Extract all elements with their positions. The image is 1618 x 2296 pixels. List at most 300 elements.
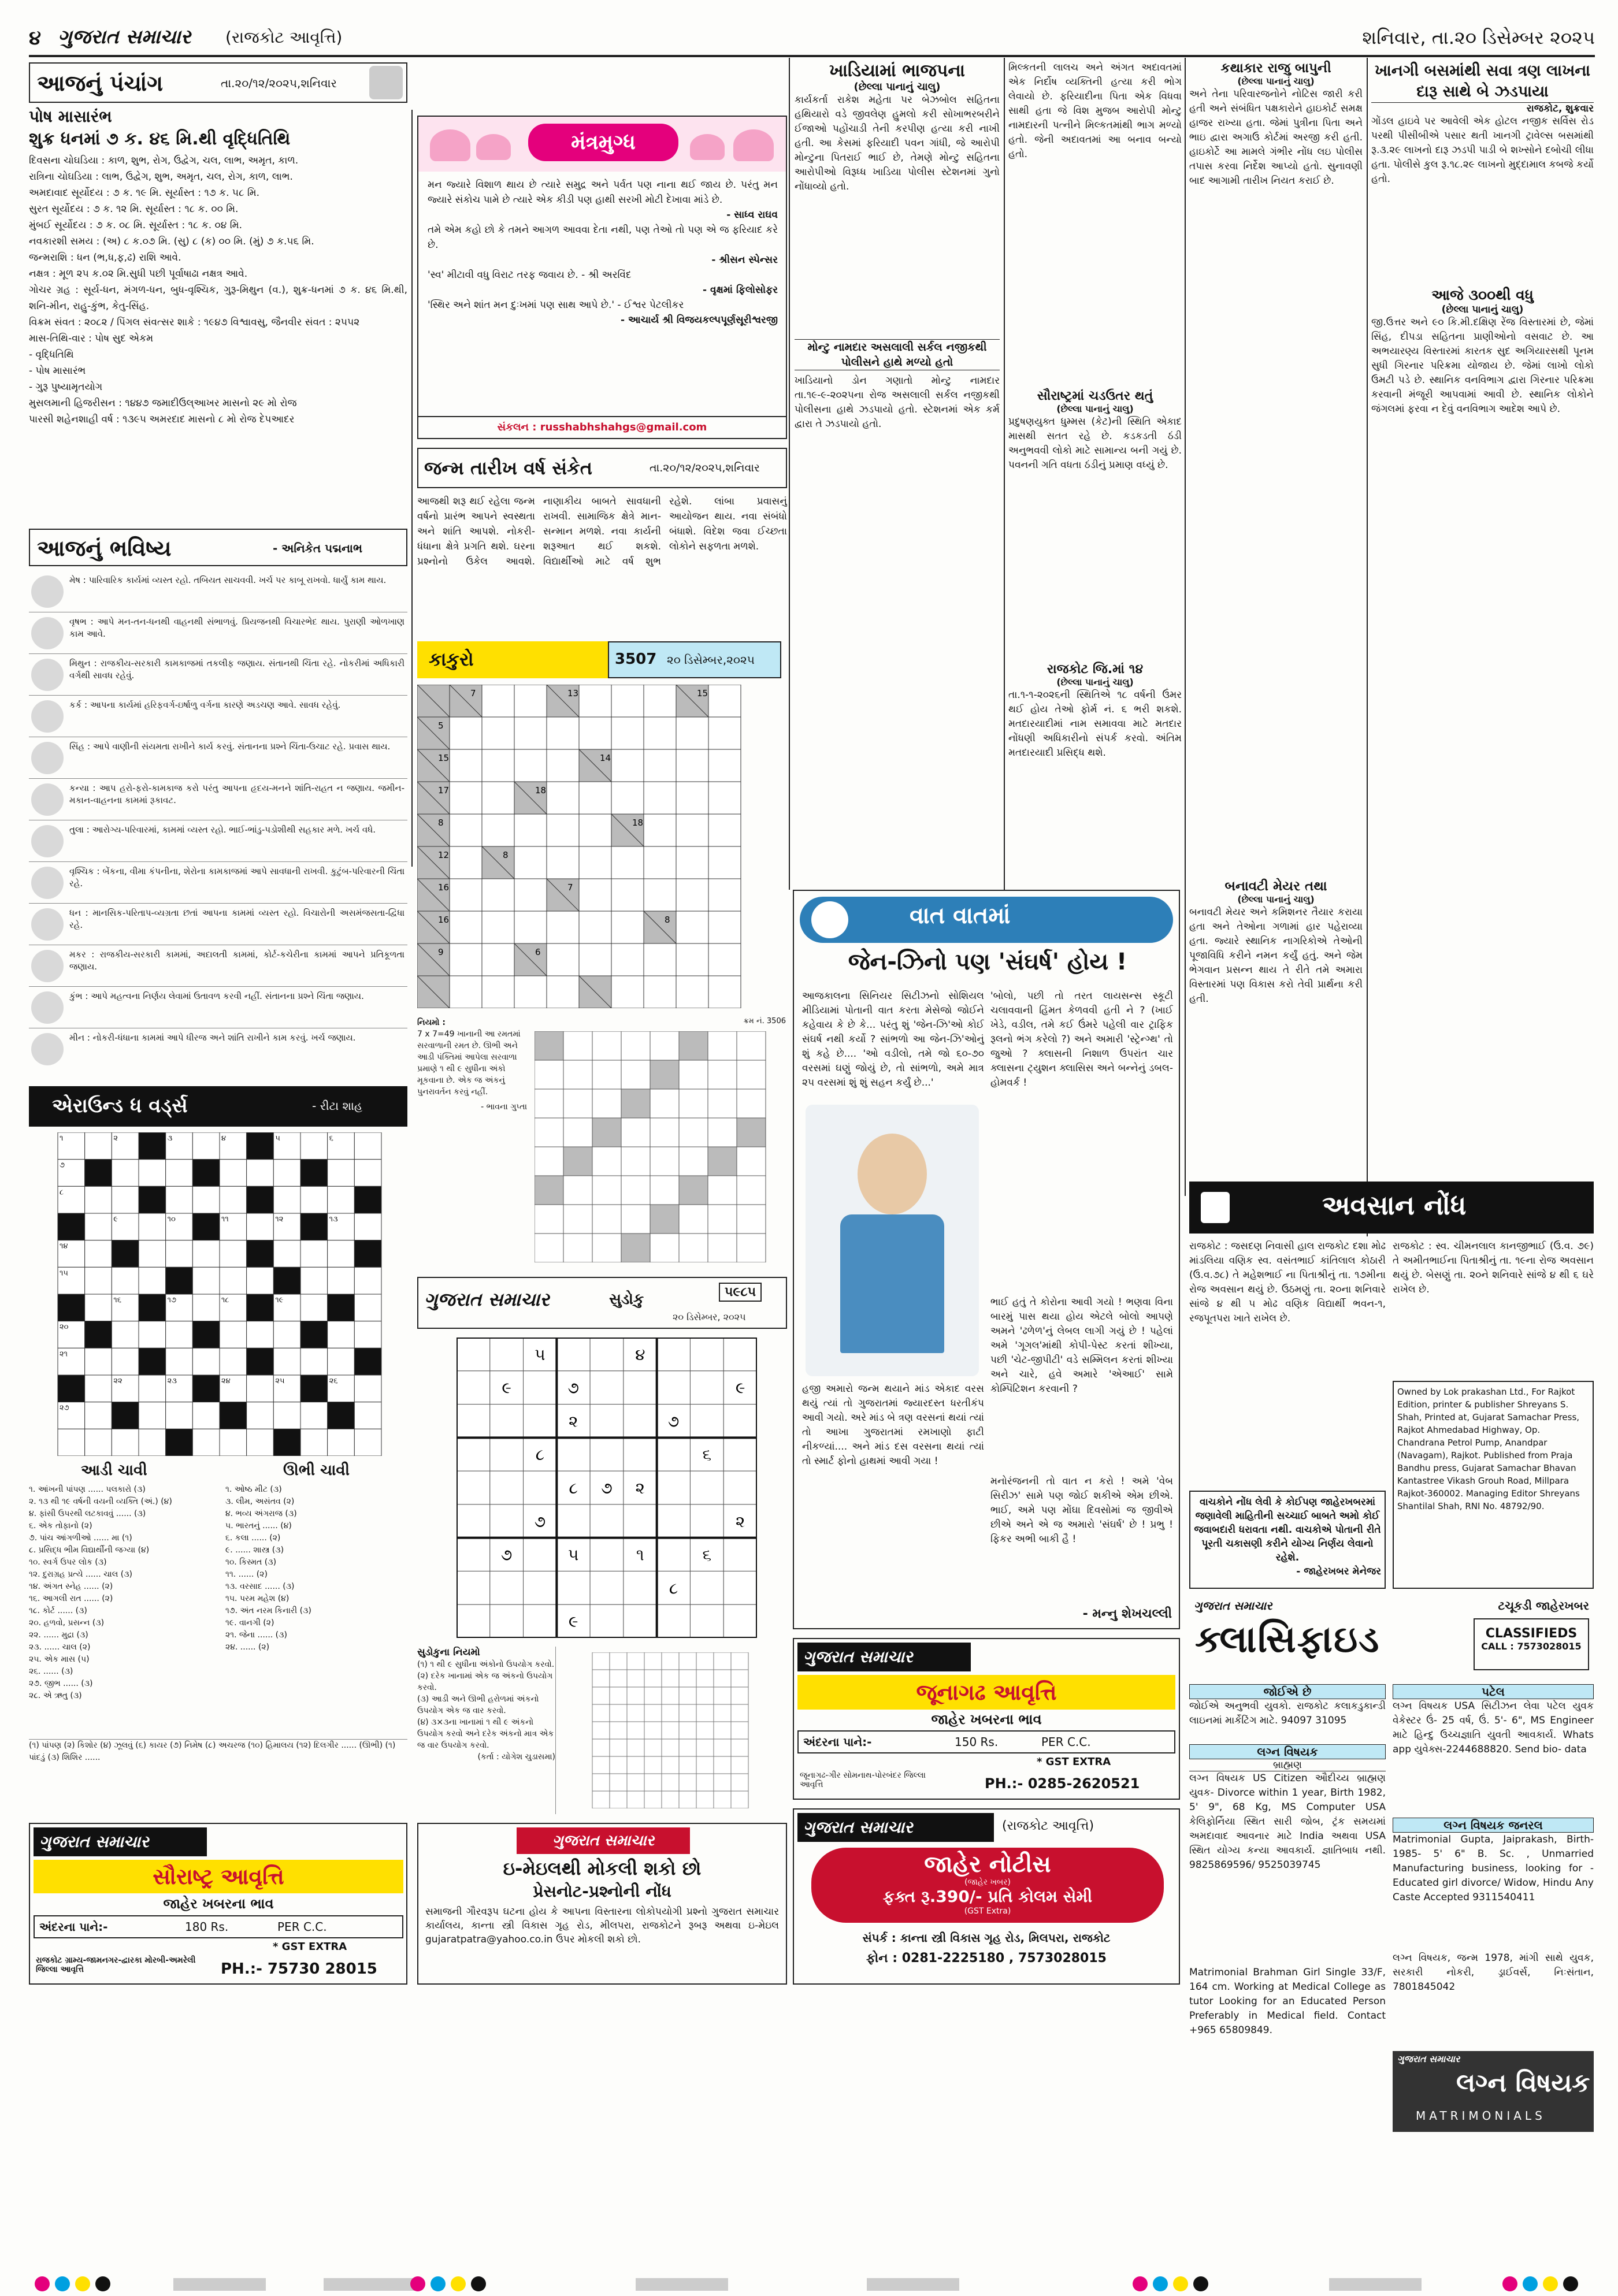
kakuro-cell[interactable] bbox=[514, 976, 547, 1008]
sudoku-given: ૭ bbox=[534, 1511, 546, 1531]
sudoku-cell[interactable] bbox=[524, 1405, 557, 1438]
crossword-cell[interactable] bbox=[220, 1429, 247, 1456]
sudoku-cell[interactable] bbox=[590, 1405, 624, 1438]
kakuro-solution-cell bbox=[592, 1234, 621, 1262]
panchang-line: મુસલમાની હિજરીસન : ૧૪૪૭ જમાદીઉલ્આખર માસનો ૨૯ મો રોજ bbox=[29, 397, 297, 409]
kakuro-cell[interactable] bbox=[547, 717, 579, 749]
sudoku-solution-cell bbox=[662, 1670, 679, 1687]
panchang-headline: શુક્ર ધનમાં ૭ ક. ૪૬ મિ.થી વૃદ્ધિતિથિ bbox=[29, 129, 291, 149]
crossword-cell[interactable] bbox=[192, 1402, 220, 1429]
sudoku-cell[interactable] bbox=[590, 1604, 624, 1638]
crossword-cell[interactable] bbox=[139, 1321, 166, 1348]
kakuro-cell[interactable] bbox=[611, 717, 644, 749]
sudoku-cell[interactable] bbox=[657, 1604, 691, 1638]
crossword-cell[interactable] bbox=[192, 1429, 220, 1456]
clue-item: ૨૬. ...... (૩) bbox=[29, 1667, 73, 1676]
sudoku-cell[interactable] bbox=[657, 1437, 691, 1471]
sudoku-cell[interactable] bbox=[624, 1504, 657, 1538]
kakuro-cell[interactable] bbox=[482, 911, 514, 943]
crossword-cell[interactable] bbox=[85, 1294, 112, 1321]
crossword-cell[interactable] bbox=[300, 1240, 328, 1268]
sudoku-cell[interactable] bbox=[723, 1437, 757, 1471]
crossword-cell[interactable] bbox=[139, 1267, 166, 1294]
crossword-cell[interactable] bbox=[328, 1348, 355, 1375]
kakuro-cell[interactable] bbox=[514, 911, 547, 943]
kakuro-cell[interactable] bbox=[676, 749, 708, 782]
sudoku-cell[interactable] bbox=[490, 1604, 524, 1638]
crossword-grid[interactable] bbox=[46, 1132, 393, 1456]
kakuro-clue: 17 bbox=[438, 785, 450, 796]
panchang-line: માસ-તિથિ-વાર : પોષ સુદ એકમ bbox=[29, 333, 154, 344]
registration-dot bbox=[1173, 2276, 1188, 2291]
sudoku-cell[interactable] bbox=[490, 1405, 524, 1438]
kakuro-cell[interactable] bbox=[644, 943, 676, 976]
sudoku-cell[interactable] bbox=[457, 1371, 490, 1405]
kakuro-cell[interactable] bbox=[644, 814, 676, 846]
crossword-block bbox=[58, 1375, 85, 1402]
sudoku-cell[interactable] bbox=[657, 1338, 691, 1371]
avsan-text2: રાજકોટ : સ્વ. ચીમનલાલ કાનજીભાઈ (ઉ.વ. ૭૯) તે અમીતભાઈના પિતાશ્રીનું તા. ૧૯ના રોજ અવસાન થયું છે. બેસણું તા. ૨૦ને શનિવારે સાંજે ૪ થી ૬ ઘરે રાખેલ છે. bbox=[1393, 1240, 1594, 1295]
kakuro-cell[interactable] bbox=[676, 911, 708, 943]
crossword-cell[interactable] bbox=[300, 1402, 328, 1429]
col7-cont2: (છેલ્લા પાનાનું ચાલુ) bbox=[1441, 304, 1524, 315]
kakuro-cell[interactable] bbox=[482, 879, 514, 911]
sudoku-cell[interactable] bbox=[657, 1471, 691, 1504]
crossword-cell[interactable] bbox=[273, 1321, 300, 1348]
kakuro-cell[interactable] bbox=[611, 846, 644, 879]
sudoku-cell[interactable] bbox=[524, 1538, 557, 1571]
crossword-cell[interactable] bbox=[139, 1375, 166, 1402]
crossword-cell[interactable] bbox=[139, 1402, 166, 1429]
kakuro-cell[interactable] bbox=[579, 879, 611, 911]
kakuro-cell[interactable] bbox=[676, 782, 708, 814]
panchang-line: - પોષ માસારંભ bbox=[29, 365, 86, 377]
kakuro-cell[interactable] bbox=[450, 717, 482, 749]
crossword-cell[interactable] bbox=[192, 1267, 220, 1294]
kakuro-cell[interactable] bbox=[708, 976, 741, 1008]
crossword-cell[interactable] bbox=[300, 1348, 328, 1375]
brahman-heading: બ્રાહ્મણ bbox=[1189, 1759, 1386, 1771]
crossword-cell[interactable] bbox=[354, 1160, 381, 1187]
horoscope-text: મેષ : પારિવારિક કાર્યમાં વ્યસ્ત રહો. તબિયત સાચવવી. ખર્ચ પર કાબૂ રાખવો. ધાર્યું કામ થાય. bbox=[69, 575, 387, 585]
kakuro-cell[interactable] bbox=[514, 879, 547, 911]
mantra-title: મંત્રમુગ્ધ bbox=[528, 124, 678, 161]
sudoku-cell[interactable] bbox=[457, 1437, 490, 1471]
crossword-cell[interactable] bbox=[273, 1240, 300, 1268]
kakuro-cell[interactable] bbox=[676, 717, 708, 749]
sudoku-cell[interactable] bbox=[556, 1437, 590, 1471]
kakuro-cell[interactable] bbox=[611, 749, 644, 782]
kakuro-cell[interactable] bbox=[450, 749, 482, 782]
crossword-block bbox=[85, 1160, 112, 1187]
crossword-block bbox=[112, 1402, 139, 1429]
col7-title: ખાનગી બસમાંથી સવા ત્રણ લાખના દારૂ સાથે બે ઝડપાયા bbox=[1371, 61, 1594, 103]
crossword-cell[interactable] bbox=[220, 1160, 247, 1187]
kakuro-cell[interactable] bbox=[514, 717, 547, 749]
crossword-cell[interactable] bbox=[166, 1240, 193, 1268]
kakuro-cell[interactable] bbox=[514, 685, 547, 717]
crossword-cell[interactable] bbox=[220, 1267, 247, 1294]
sudoku-cell[interactable] bbox=[490, 1338, 524, 1371]
kakuro-cell[interactable] bbox=[514, 846, 547, 879]
sudoku-cell[interactable] bbox=[624, 1604, 657, 1638]
sudoku-cell[interactable] bbox=[723, 1571, 757, 1604]
kakuro-cell[interactable] bbox=[547, 846, 579, 879]
crossword-cell[interactable] bbox=[85, 1132, 112, 1160]
sudoku-cell[interactable] bbox=[457, 1471, 490, 1504]
sudoku-cell[interactable] bbox=[524, 1604, 557, 1638]
crossword-cell[interactable] bbox=[247, 1375, 274, 1402]
crossword-cell[interactable] bbox=[85, 1240, 112, 1268]
kakuro-cell[interactable] bbox=[547, 943, 579, 976]
sudoku-solution-cell bbox=[696, 1722, 714, 1739]
kakuro-cell[interactable] bbox=[676, 943, 708, 976]
kakuro-cell[interactable] bbox=[482, 814, 514, 846]
crossword-cell[interactable] bbox=[192, 1294, 220, 1321]
crossword-cell[interactable] bbox=[354, 1375, 381, 1402]
crossword-cell[interactable] bbox=[166, 1186, 193, 1213]
kakuro-cell[interactable] bbox=[579, 846, 611, 879]
kakuro-clue: 16 bbox=[438, 915, 450, 925]
kakuro-cell[interactable] bbox=[482, 685, 514, 717]
sudoku-cell[interactable] bbox=[556, 1504, 590, 1538]
avsan-text1: રાજકોટ : જસદણ નિવાસી હાલ રાજકોટ દશા મોઢ માંડલિયા વણિક સ્વ. વસંતભાઈ કાંતિલાલ કોઠારી (ઉ.વ.૭૮) તે મહેશભાઈ ના પિતાશ્રીનું તા. ૧૭મીના રોજ અવસાન થયું છે. ઉઠમણું તા. ૨૦ના શનિવારે સાંજે ૪ થી ૫ મોઢ વણિક વિદ્યાર્થી ભવન-૧, રજપૂતપરા ખાતે રાખેલ છે. bbox=[1189, 1240, 1386, 1324]
kakuro-cell[interactable] bbox=[644, 685, 676, 717]
sudoku-cell[interactable] bbox=[490, 1437, 524, 1471]
sudoku-cell[interactable] bbox=[624, 1571, 657, 1604]
crossword-cell[interactable] bbox=[192, 1348, 220, 1375]
crossword-cell[interactable] bbox=[58, 1429, 85, 1456]
sudoku-cell[interactable] bbox=[590, 1571, 624, 1604]
sudoku-cell[interactable] bbox=[490, 1471, 524, 1504]
kakuro-cell[interactable] bbox=[450, 943, 482, 976]
kakuro-solution-cell bbox=[535, 1147, 563, 1176]
cartoon-illustration bbox=[806, 1105, 979, 1376]
classified-en: CLASSIFIEDS bbox=[1485, 1626, 1578, 1641]
kakuro-cell[interactable] bbox=[676, 879, 708, 911]
crossword-cell[interactable] bbox=[85, 1402, 112, 1429]
sudoku-cell[interactable] bbox=[624, 1405, 657, 1438]
saurashtra-price: 180 Rs. bbox=[185, 1920, 229, 1934]
kakuro-cell[interactable] bbox=[644, 717, 676, 749]
crossword-cell[interactable] bbox=[112, 1429, 139, 1456]
clue-item: ૨૩. ...... ચાલ (૨) bbox=[29, 1643, 91, 1652]
crossword-cell[interactable] bbox=[354, 1213, 381, 1240]
kakuro-cell[interactable] bbox=[482, 976, 514, 1008]
sudoku-cell[interactable] bbox=[457, 1405, 490, 1438]
kakuro-cell[interactable] bbox=[644, 782, 676, 814]
crossword-cell[interactable] bbox=[166, 1321, 193, 1348]
kakuro-grid[interactable] bbox=[417, 685, 787, 1008]
sudoku-cell[interactable] bbox=[590, 1437, 624, 1471]
crossword-cell[interactable] bbox=[300, 1267, 328, 1294]
crossword-cell[interactable] bbox=[354, 1132, 381, 1160]
crossword-cell[interactable] bbox=[354, 1321, 381, 1348]
crossword-cell[interactable] bbox=[166, 1160, 193, 1187]
kakuro-cell[interactable] bbox=[482, 782, 514, 814]
kakuro-cell[interactable] bbox=[547, 749, 579, 782]
col6-title1: કથાકાર રાજુ બાપુની bbox=[1220, 61, 1331, 76]
sudoku-cell[interactable] bbox=[690, 1405, 723, 1438]
kakuro-cell[interactable] bbox=[708, 943, 741, 976]
sudoku-cell[interactable] bbox=[690, 1571, 723, 1604]
crossword-cell[interactable] bbox=[354, 1429, 381, 1456]
kakuro-cell[interactable] bbox=[579, 814, 611, 846]
crossword-cell[interactable] bbox=[247, 1267, 274, 1294]
sudoku-cell[interactable] bbox=[657, 1538, 691, 1571]
sudoku-cell[interactable] bbox=[524, 1471, 557, 1504]
crossword-cell[interactable] bbox=[328, 1186, 355, 1213]
kakuro-credit: - ભાવના ગુપ્તા bbox=[481, 1102, 527, 1112]
paper-name: ગુજરાત સમાચાર bbox=[58, 25, 191, 49]
kakuro-cell[interactable] bbox=[611, 685, 644, 717]
kakuro-cell[interactable] bbox=[482, 943, 514, 976]
crossword-cell[interactable] bbox=[192, 1132, 220, 1160]
kakuro-cell[interactable] bbox=[579, 685, 611, 717]
kakuro-cell[interactable] bbox=[547, 814, 579, 846]
kakuro-cell[interactable] bbox=[482, 717, 514, 749]
kakuro-solution-cell bbox=[563, 1118, 592, 1147]
page-number: ૪ bbox=[29, 27, 42, 50]
kakuro-cell[interactable] bbox=[450, 879, 482, 911]
sudoku-cell[interactable] bbox=[723, 1538, 757, 1571]
kakuro-cell[interactable] bbox=[450, 911, 482, 943]
crossword-cell[interactable] bbox=[247, 1321, 274, 1348]
crossword-cell[interactable] bbox=[85, 1186, 112, 1213]
kakuro-cell[interactable] bbox=[644, 976, 676, 1008]
kakuro-cell[interactable] bbox=[450, 846, 482, 879]
sudoku-cell[interactable] bbox=[457, 1504, 490, 1538]
crossword-cell[interactable] bbox=[273, 1160, 300, 1187]
sudoku-cell[interactable] bbox=[457, 1604, 490, 1638]
kakuro-cell[interactable] bbox=[611, 911, 644, 943]
kakuro-cell[interactable] bbox=[579, 782, 611, 814]
clue-item: ૨. ૧૩ થી ૧૯ વર્ષની વયની વ્યક્તિ (અં.) (૪) bbox=[29, 1497, 172, 1506]
kakuro-cell[interactable] bbox=[708, 685, 741, 717]
sudoku-cell[interactable] bbox=[590, 1371, 624, 1405]
crossword-cell[interactable] bbox=[354, 1294, 381, 1321]
kakuro-cell[interactable] bbox=[611, 879, 644, 911]
crossword-cell[interactable] bbox=[247, 1160, 274, 1187]
sudoku-cell[interactable] bbox=[723, 1604, 757, 1638]
sudoku-cell[interactable] bbox=[690, 1371, 723, 1405]
crossword-cell[interactable] bbox=[220, 1186, 247, 1213]
crossword-cell[interactable] bbox=[112, 1321, 139, 1348]
sudoku-brand: ગુજરાત સમાચાર bbox=[424, 1288, 550, 1310]
crossword-block bbox=[328, 1402, 355, 1429]
sudoku-solution-cell bbox=[679, 1739, 696, 1756]
sudoku-cell[interactable] bbox=[723, 1471, 757, 1504]
sudoku-grid[interactable] bbox=[457, 1338, 757, 1638]
vaat-author: - મન્નુ શેખચલ્લી bbox=[1082, 1607, 1172, 1621]
junagadh-title: જૂનાગઢ આવૃત્તિ bbox=[797, 1675, 1175, 1710]
crossword-cell[interactable] bbox=[273, 1186, 300, 1213]
crossword-cell[interactable] bbox=[85, 1213, 112, 1240]
kakuro-cell[interactable] bbox=[579, 911, 611, 943]
sudoku-cell[interactable] bbox=[590, 1504, 624, 1538]
sudoku-cell[interactable] bbox=[457, 1338, 490, 1371]
horoscope-text: કન્યા : આપ હરો-ફરો-કામકાજ કરો પરંતુ આપના હૃદય-મનને શાંતિ-રાહત ન જણાય. જમીન-મકાન-વાહનના કામમાં રૂકાવટ. bbox=[69, 783, 404, 805]
crossword-cell[interactable] bbox=[85, 1348, 112, 1375]
kakuro-solution-cell bbox=[621, 1234, 650, 1262]
crossword-cell[interactable] bbox=[192, 1186, 220, 1213]
crossword-cell[interactable] bbox=[139, 1429, 166, 1456]
kakuro-cell[interactable] bbox=[611, 782, 644, 814]
kakuro-cell[interactable] bbox=[708, 879, 741, 911]
sudoku-cell[interactable] bbox=[690, 1338, 723, 1371]
sudoku-cell[interactable] bbox=[690, 1504, 723, 1538]
sudoku-solution-cell bbox=[627, 1774, 644, 1791]
kakuro-cell[interactable] bbox=[514, 814, 547, 846]
crossword-cell[interactable] bbox=[273, 1402, 300, 1429]
col5-text3: તા.૧-૧-૨૦૨૬ની સ્થિતિએ ૧૮ વર્ષની ઉંમર થઈ હોય તેઓ ફોર્મ નં. ૬ ભરી શકશે. મતદારયાદીમાં નામ સમાવવા માટે મતદાર નોંધણી અધિકારીનો સંપર્ક કરવો. અંતિમ મતદારયાદી પ્રસિદ્ધ થશે. bbox=[1008, 689, 1182, 759]
mantra-line: - શ્રીસન સ્પેન્સર bbox=[711, 254, 778, 266]
mantra-text bbox=[428, 177, 778, 408]
crossword-cell[interactable] bbox=[328, 1321, 355, 1348]
kakuro-solution-cell bbox=[679, 1031, 708, 1060]
sudoku-cell[interactable] bbox=[457, 1538, 490, 1571]
crossword-cell[interactable] bbox=[112, 1348, 139, 1375]
sudoku-cell[interactable] bbox=[524, 1371, 557, 1405]
kakuro-cell[interactable] bbox=[708, 717, 741, 749]
sudoku-cell[interactable] bbox=[556, 1338, 590, 1371]
kakuro-cell[interactable] bbox=[611, 976, 644, 1008]
kakuro-cell[interactable] bbox=[644, 846, 676, 879]
crossword-cell[interactable] bbox=[139, 1160, 166, 1187]
kakuro-cell[interactable] bbox=[708, 814, 741, 846]
sudoku-cell[interactable] bbox=[556, 1571, 590, 1604]
kakuro-cell[interactable] bbox=[450, 782, 482, 814]
sudoku-cell[interactable] bbox=[723, 1405, 757, 1438]
crossword-cell[interactable] bbox=[192, 1240, 220, 1268]
crossword-cell[interactable] bbox=[247, 1402, 274, 1429]
crossword-cell[interactable] bbox=[328, 1429, 355, 1456]
crossword-cell[interactable] bbox=[300, 1132, 328, 1160]
crossword-cell[interactable] bbox=[112, 1160, 139, 1187]
crossword-cell[interactable] bbox=[328, 1240, 355, 1268]
mantra-line: - આચાર્ય શ્રી વિજયકલ્પપૂર્ણસૂરીશ્વરજી bbox=[621, 314, 778, 326]
crossword-cell[interactable] bbox=[220, 1348, 247, 1375]
crossword-cell[interactable] bbox=[112, 1267, 139, 1294]
kakuro-cell[interactable] bbox=[450, 814, 482, 846]
kakuro-cell[interactable] bbox=[514, 749, 547, 782]
kakuro-solution-cell bbox=[737, 1176, 766, 1205]
sudoku-cell[interactable] bbox=[457, 1571, 490, 1604]
kakuro-cell[interactable] bbox=[644, 749, 676, 782]
kakuro-cell[interactable] bbox=[676, 976, 708, 1008]
kakuro-cell[interactable] bbox=[611, 943, 644, 976]
crossword-cell[interactable] bbox=[354, 1402, 381, 1429]
crossword-cell[interactable] bbox=[112, 1186, 139, 1213]
horoscope-text: સિંહ : આપે વાણીની સંયમતા રાખીને કાર્ય કરવું. સંતાનના પ્રશ્ને ચિંતા-ઉચાટ રહે. પ્રવાસ થાય. bbox=[69, 741, 391, 752]
sudoku-solution-cell bbox=[627, 1670, 644, 1687]
crossword-cell[interactable] bbox=[247, 1213, 274, 1240]
saurashtra-sub: જાહેર ખબરના ભાવ bbox=[163, 1896, 274, 1912]
crossword-cell[interactable] bbox=[220, 1240, 247, 1268]
kakuro-cell[interactable] bbox=[708, 782, 741, 814]
sudoku-solution-cell bbox=[662, 1756, 679, 1774]
ad-notice bbox=[1189, 1491, 1386, 1589]
down-title: ઊભી ચાવી bbox=[283, 1462, 350, 1479]
crossword-cell[interactable] bbox=[139, 1213, 166, 1240]
sudoku-cell[interactable] bbox=[690, 1604, 723, 1638]
kakuro-cell[interactable] bbox=[547, 782, 579, 814]
crossword-cell[interactable] bbox=[85, 1267, 112, 1294]
notice-banner bbox=[811, 1848, 1164, 1923]
crossword-cell[interactable] bbox=[220, 1321, 247, 1348]
sudoku-cell[interactable] bbox=[624, 1437, 657, 1471]
sudoku-rule: (૨) દરેક ખાનામાં એક જ અંકનો ઉપયોગ કરવો. bbox=[417, 1671, 553, 1692]
lotus-icon bbox=[476, 134, 511, 160]
crossword-cell[interactable] bbox=[166, 1348, 193, 1375]
kakuro-cell[interactable] bbox=[708, 749, 741, 782]
panchang-subtitle: પોષ માસારંભ bbox=[29, 107, 112, 126]
registration-dot bbox=[1153, 2276, 1168, 2291]
sudoku-cell[interactable] bbox=[657, 1371, 691, 1405]
crossword-cell[interactable] bbox=[139, 1240, 166, 1268]
kakuro-solution-cell bbox=[679, 1060, 708, 1089]
sudoku-solution-cell bbox=[679, 1704, 696, 1722]
crossword-cell[interactable] bbox=[300, 1186, 328, 1213]
crossword-cell[interactable] bbox=[354, 1267, 381, 1294]
crossword-cell[interactable] bbox=[328, 1267, 355, 1294]
sudoku-solution-cell bbox=[731, 1756, 748, 1774]
sudoku-cell[interactable] bbox=[624, 1371, 657, 1405]
kakuro-cell[interactable] bbox=[482, 749, 514, 782]
kakuro-solution-cell bbox=[535, 1089, 563, 1118]
sudoku-cell[interactable] bbox=[723, 1338, 757, 1371]
crossword-cell[interactable] bbox=[85, 1429, 112, 1456]
kakuro-cell[interactable] bbox=[547, 976, 579, 1008]
kakuro-solution-cell bbox=[650, 1060, 679, 1089]
cell-number: ૧૪ bbox=[60, 1242, 68, 1251]
sudoku-cell[interactable] bbox=[657, 1504, 691, 1538]
clue-item: ૧૬. આગલી રાત ...... (૨) bbox=[29, 1594, 113, 1603]
kakuro-cell[interactable] bbox=[708, 846, 741, 879]
kakuro-cell[interactable] bbox=[644, 879, 676, 911]
sudoku-solution-cell bbox=[627, 1704, 644, 1722]
crossword-cell[interactable] bbox=[300, 1429, 328, 1456]
sudoku-cell[interactable] bbox=[490, 1504, 524, 1538]
kakuro-cell[interactable] bbox=[676, 846, 708, 879]
horoscope-text: કર્ક : આપના કાર્યમાં હરિફવર્ગ-ઇર્ષાળુ વર્ગના કારણે અડચણ આવે. સાવધ રહેવું. bbox=[69, 700, 341, 710]
kakuro-cell[interactable] bbox=[579, 943, 611, 976]
crossword-cell[interactable] bbox=[328, 1160, 355, 1187]
kakuro-clue: 9 bbox=[438, 947, 444, 957]
cell-number: ૧૩ bbox=[329, 1215, 338, 1224]
crossword-cell[interactable] bbox=[273, 1348, 300, 1375]
sudoku-cell[interactable] bbox=[690, 1471, 723, 1504]
sudoku-solution-cell bbox=[662, 1774, 679, 1791]
sudoku-cell[interactable] bbox=[590, 1538, 624, 1571]
crossword-cell[interactable] bbox=[247, 1429, 274, 1456]
crossword-cell[interactable] bbox=[85, 1375, 112, 1402]
kakuro-cell[interactable] bbox=[547, 911, 579, 943]
sudoku-solution-cell bbox=[644, 1704, 662, 1722]
sudoku-cell[interactable] bbox=[524, 1571, 557, 1604]
crossword-cell[interactable] bbox=[166, 1402, 193, 1429]
kakuro-cell[interactable] bbox=[579, 717, 611, 749]
kakuro-rules-title: નિયમો : bbox=[417, 1018, 446, 1027]
kakuro-cell[interactable] bbox=[708, 911, 741, 943]
crossword-block bbox=[247, 1186, 274, 1213]
kakuro-cell[interactable] bbox=[450, 976, 482, 1008]
crossword-cell[interactable] bbox=[300, 1294, 328, 1321]
sudoku-cell[interactable] bbox=[490, 1571, 524, 1604]
sudoku-cell[interactable] bbox=[590, 1338, 624, 1371]
kakuro-cell[interactable] bbox=[676, 814, 708, 846]
panchang-line: રાત્રિના ચોઘડિયા : લાભ, ઉદ્વેગ, શુભ, અમૃત, ચલ, રોગ, કાળ, લાભ. bbox=[29, 171, 293, 183]
